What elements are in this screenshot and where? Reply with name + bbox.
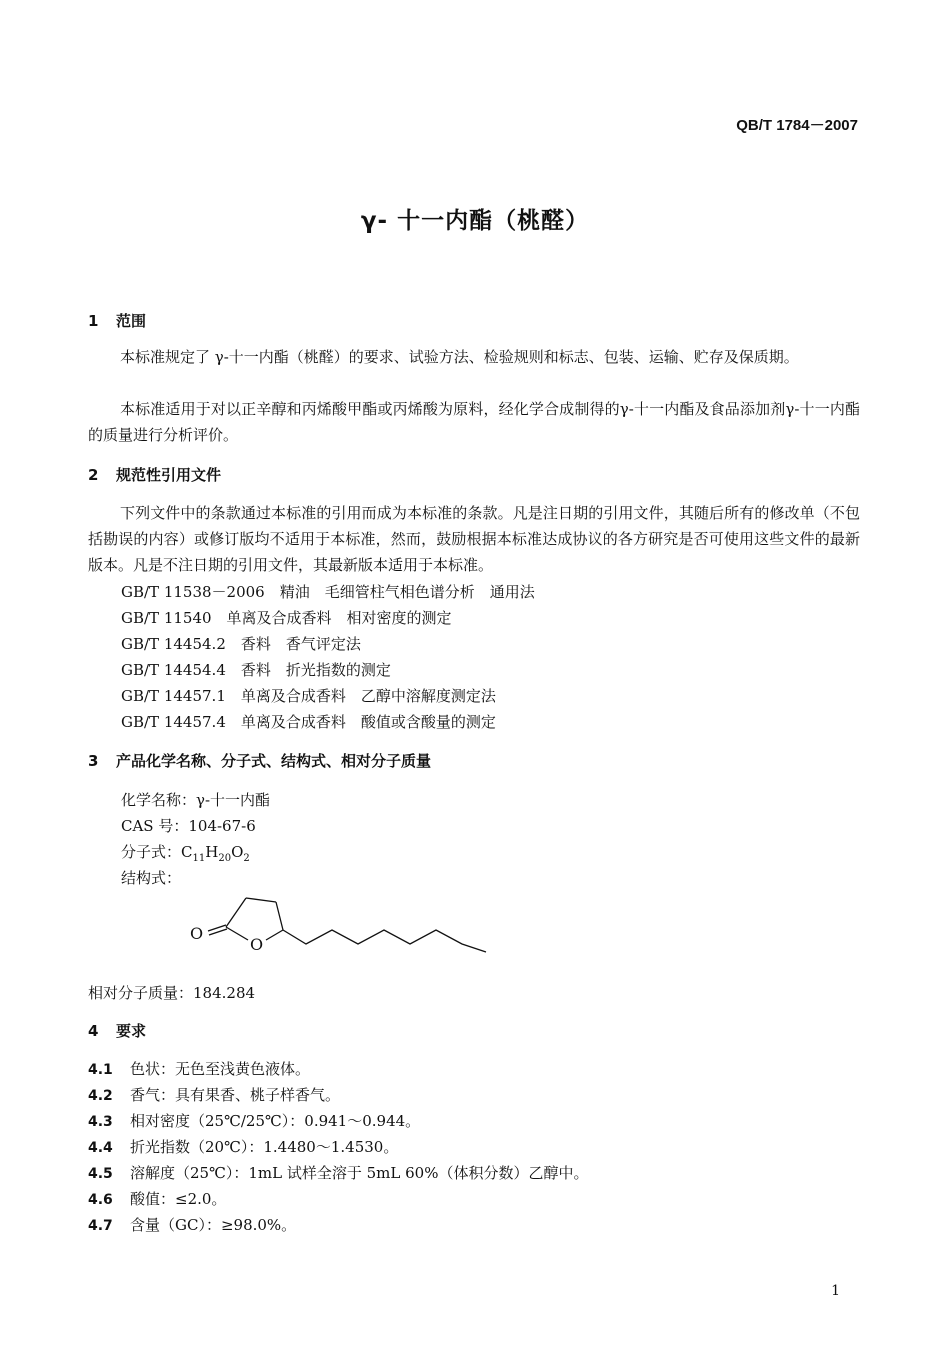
structure-label: 结构式： xyxy=(121,869,182,887)
document-title: γ- 十一内酯（桃醛） xyxy=(360,208,590,234)
reference-item: GB/T 11540 单离及合成香料 相对密度的测定 xyxy=(121,609,452,627)
requirement-item: 4.5 溶解度（25℃）：1mL 试样全溶于 5mL 60%（体积分数）乙醇中。 xyxy=(88,1164,589,1182)
scope-paragraph-1: 本标准规定了 γ-十一内酯（桃醛）的要求、试验方法、检验规则和标志、包装、运输、贮存及保质期。 xyxy=(120,348,799,366)
section-number: 4 xyxy=(88,1022,99,1040)
section-3-heading xyxy=(88,750,431,771)
reference-item: GB/T 14457.4 单离及合成香料 酸值或含酸量的测定 xyxy=(121,713,496,731)
reference-item: GB/T 11538－2006 精油 毛细管柱气相色谱分析 通用法 xyxy=(121,583,535,601)
scope-paragraph-2: 本标准适用于对以正辛醇和丙烯酸甲酯或丙烯酸为原料，经化学合成制得的γ-十一内酯及食品添加剂γ-十一内酯的质量进行分析评价。 xyxy=(88,400,860,444)
page-number: 1 xyxy=(831,1283,840,1299)
section-1-heading xyxy=(88,310,146,331)
reference-item: GB/T 14454.4 香料 折光指数的测定 xyxy=(121,661,391,679)
requirement-item: 4.3 相对密度（25℃/25℃）：0.941～0.944。 xyxy=(88,1112,421,1130)
references-intro: 下列文件中的条款通过本标准的引用而成为本标准的条款。凡是注日期的引用文件，其随后所有的修改单（不包括勘误的内容）或修订版均不适用于本标准，然而，鼓励根据本标准达成协议的各方研究是否可使用这些文件的最新版本。凡是不注日期的引用文件，其最新版本适用于本标准。 xyxy=(88,504,860,574)
standard-code: QB/T 1784－2007 xyxy=(736,117,858,134)
section-number: 1 xyxy=(88,312,99,330)
section-2-heading xyxy=(88,464,221,485)
molecular-formula: 分子式：$C_{11}H_{20}O_2$ xyxy=(121,843,250,864)
carbonyl-oxygen-atom: O xyxy=(190,924,204,943)
section-title: 产品化学名称、分子式、结构式、相对分子质量 xyxy=(116,752,432,770)
section-4-heading xyxy=(88,1020,146,1041)
chemical-name: 化学名称：γ-十一内酯 xyxy=(121,791,271,809)
ring-oxygen-atom: O xyxy=(250,935,264,954)
requirement-item: 4.1 色状：无色至浅黄色液体。 xyxy=(88,1060,311,1078)
section-number: 3 xyxy=(88,752,99,770)
section-title: 范围 xyxy=(116,312,147,330)
requirement-item: 4.6 酸值：≤2.0。 xyxy=(88,1190,227,1208)
cas-number: CAS 号：104-67-6 xyxy=(121,817,256,835)
section-title: 规范性引用文件 xyxy=(116,466,222,484)
section-number: 2 xyxy=(88,466,99,484)
structural-formula xyxy=(188,890,498,960)
molecular-mass: 相对分子质量：184.284 xyxy=(88,984,256,1002)
reference-item: GB/T 14454.2 香料 香气评定法 xyxy=(121,635,361,653)
reference-item: GB/T 14457.1 单离及合成香料 乙醇中溶解度测定法 xyxy=(121,687,496,705)
requirement-item: 4.7 含量（GC）：≥98.0%。 xyxy=(88,1216,297,1234)
requirement-item: 4.4 折光指数（20℃）：1.4480～1.4530。 xyxy=(88,1138,399,1156)
section-title: 要求 xyxy=(116,1022,147,1040)
requirement-item: 4.2 香气：具有果香、桃子样香气。 xyxy=(88,1086,341,1104)
